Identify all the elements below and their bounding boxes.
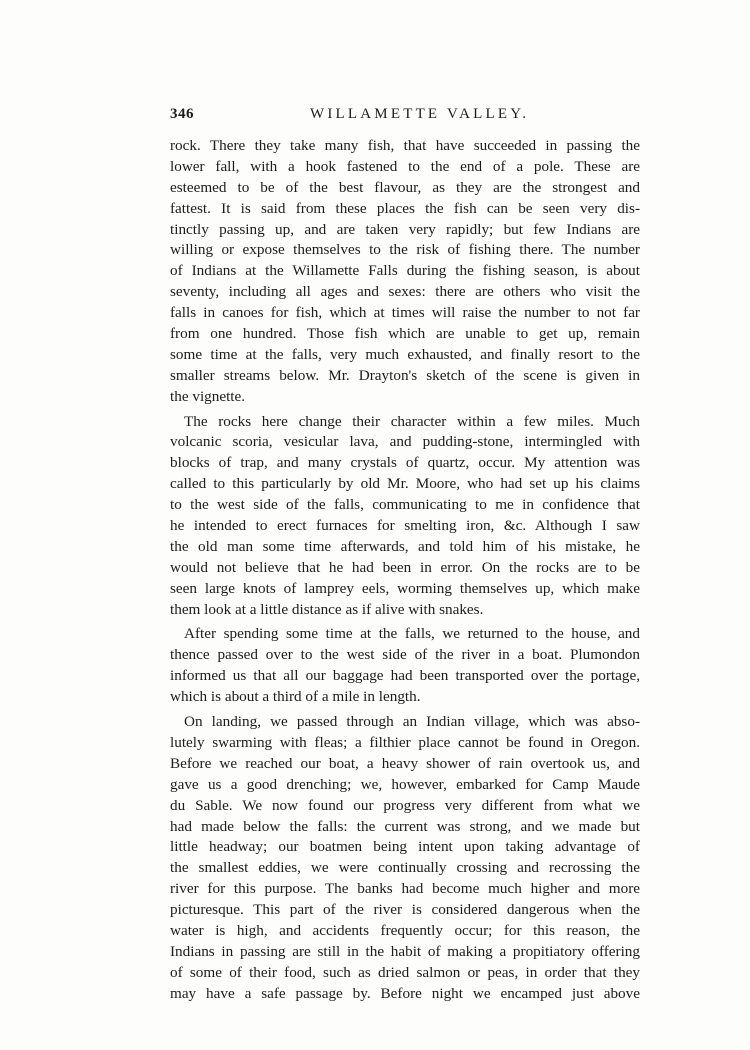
text-line: some time at the falls, very much exhausted, and finally resort to the bbox=[170, 345, 640, 363]
text-line: from one hundred. Those fish which are unable to get up, remain bbox=[170, 325, 640, 343]
text-line: esteemed to be of the best flavour, as they are the strongest and bbox=[170, 178, 640, 196]
text-line: water is high, and accidents frequently occur; for this reason, the bbox=[170, 921, 640, 939]
text-line: On landing, we passed through an Indian village, which was abso- bbox=[184, 713, 640, 731]
text-line: gave us a good drenching; we, however, embarked for Camp Maude bbox=[170, 775, 640, 793]
text-line: he intended to erect furnaces for smelting iron, &c. Although I saw bbox=[170, 517, 640, 535]
text-line: blocks of trap, and many crystals of quartz, occur. My attention was bbox=[170, 454, 640, 472]
text-line: volcanic scoria, vesicular lava, and pudding-stone, intermingled with bbox=[170, 433, 640, 451]
text-line: lutely swarming with fleas; a filthier place cannot be found in Oregon. bbox=[170, 733, 640, 751]
text-line: little headway; our boatmen being intent upon taking advantage of bbox=[170, 838, 640, 856]
text-line: called to this particularly by old Mr. Moore, who had set up his claims bbox=[170, 475, 640, 493]
text-line: fattest. It is said from these places the fish can be seen very dis- bbox=[170, 199, 640, 217]
text-line: the vignette. bbox=[170, 387, 246, 405]
text-line: thence passed over to the west side of the river in a boat. Plumondon bbox=[170, 646, 640, 664]
text-line: smaller streams below. Mr. Drayton's sketch of the scene is given in bbox=[170, 366, 640, 384]
text-line: After spending some time at the falls, we returned to the house, and bbox=[184, 625, 640, 643]
text-line: Indians in passing are still in the habit of making a propitiatory offering bbox=[170, 942, 640, 960]
text-line: seventy, including all ages and sexes: there are others who visit the bbox=[170, 283, 640, 301]
text-line: the old man some time afterwards, and told him of his mistake, he bbox=[170, 537, 640, 555]
text-line: picturesque. This part of the river is considered dangerous when the bbox=[170, 901, 640, 919]
text-line: du Sable. We now found our progress very different from what we bbox=[170, 796, 640, 814]
paragraph-rocks bbox=[170, 412, 640, 621]
text-line: lower fall, with a hook fastened to the end of a pole. These are bbox=[170, 157, 640, 175]
text-line: falls in canoes for fish, which at times will raise the number to not far bbox=[170, 304, 640, 322]
text-line: which is about a third of a mile in length. bbox=[170, 688, 421, 706]
text-line: may have a safe passage by. Before night we encamped just above bbox=[170, 984, 640, 1002]
text-line: of some of their food, such as dried salmon or peas, in order that they bbox=[170, 963, 640, 981]
body-text bbox=[170, 136, 640, 1009]
running-head bbox=[170, 106, 640, 130]
paragraph-landing bbox=[170, 712, 640, 1004]
text-line: Before we reached our boat, a heavy shower of rain overtook us, and bbox=[170, 754, 640, 772]
text-line: willing or expose themselves to the risk of fishing there. The number bbox=[170, 241, 640, 259]
text-line: the smallest eddies, we were continually crossing and recrossing the bbox=[170, 859, 640, 877]
text-line: informed us that all our baggage had been transported over the portage, bbox=[170, 667, 640, 685]
text-line: had made below the falls: the current was strong, and we made but bbox=[170, 817, 640, 835]
paragraph-return bbox=[170, 624, 640, 708]
text-line: tinctly passing up, and are taken very rapidly; but few Indians are bbox=[170, 220, 640, 238]
running-title: WILLAMETTE VALLEY. bbox=[310, 106, 530, 122]
text-line: The rocks here change their character within a few miles. Much bbox=[184, 412, 640, 430]
page-number: 346 bbox=[170, 106, 194, 122]
text-line: them look at a little distance as if alive with snakes. bbox=[170, 600, 484, 618]
text-line: river for this purpose. The banks had become much higher and more bbox=[170, 880, 640, 898]
text-line: would not believe that he had been in error. On the rocks are to be bbox=[170, 558, 640, 576]
text-line: to the west side of the falls, communicating to me in confidence that bbox=[170, 496, 640, 514]
text-line: seen large knots of lamprey eels, worming themselves up, which make bbox=[170, 579, 640, 597]
paragraph-fish-at-falls bbox=[170, 136, 640, 408]
text-line: of Indians at the Willamette Falls during the fishing season, is about bbox=[170, 262, 640, 280]
text-line: rock. There they take many fish, that have succeeded in passing the bbox=[170, 137, 640, 154]
